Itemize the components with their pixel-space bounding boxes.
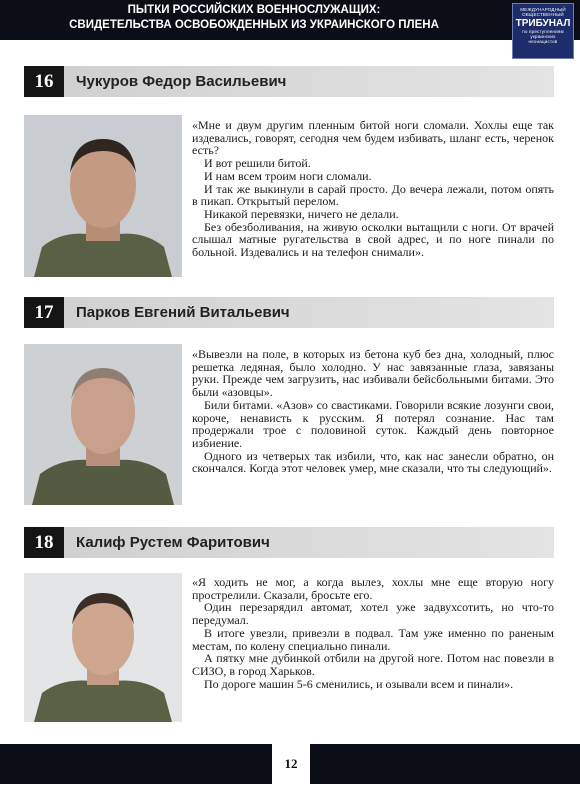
tribunal-logo — [512, 3, 574, 59]
testimony-paragraph: И так же выкинули в сарай просто. До вечера лежали, потом опять в пикап. Открытый перелом. — [192, 181, 554, 209]
header-title-line1: ПЫТКИ РОССИЙСКИХ ВОЕННОСЛУЖАЩИХ: — [127, 4, 381, 16]
testimony-paragraph: Одного из четверых так избили, что, как нас занесли обратно, он скончался. Когда этот человек умер, мне сказали, что ты следующий». — [192, 448, 554, 476]
page-header — [0, 0, 580, 40]
testimony-paragraph: «Я ходить не мог, а когда вылез, хохлы мне еще вторую ногу прострелили. Сказали, бросьте его. — [192, 575, 554, 602]
testimony-paragraph: Без обезболивания, на живую осколки вытащили с ноги. От врачей слышал матные ругательства в свой адрес, и по ноге пинали по больной. Издевались и на телефон снимали». — [192, 219, 554, 260]
testimony-paragraph: А пятку мне дубинкой отбили на другой ноге. Потом нас повезли в СИЗО, в город Харьков. — [192, 651, 554, 678]
header-title-line2: СВИДЕТЕЛЬСТВА ОСВОБОЖДЕННЫХ ИЗ УКРАИНСКОГО ПЛЕНА — [69, 19, 439, 31]
testimony-quote — [192, 119, 554, 259]
testimony-paragraph: Один перезарядил автомат, хотел уже задвухсотить, но что-то передумал. — [192, 600, 554, 628]
testimony-paragraph: В итоге увезли, привезли в подвал. Там уже именно по раненым местам, по колену специально пинали. — [192, 625, 554, 653]
header-title — [10, 3, 498, 33]
testimony-paragraph: «Вывезли на поле, в которых из бетона куб без дна, холодный, плюс решетка ледяная, было холодно. У нас завязанные глаза, завязаны руки. Прежде чем загрузить, нас избивали бейсбольными битами. Это были «азовцы». — [192, 347, 554, 400]
logo-line2: ОБЩЕСТВЕННЫЙ — [522, 12, 564, 17]
logo-line1: МЕЖДУНАРОДНЫЙ — [520, 7, 566, 12]
logo-line5: украинских — [530, 34, 556, 39]
testimony-paragraph: Били битами. «Азов» со свастиками. Говорили всякие лозунги свои, короче, ненависть к русским. Я потерял сознание. Нас там продержали трое с половиной суток. Каждый день повторное избиение. — [192, 397, 554, 450]
logo-line3: ТРИБУНАЛ — [515, 18, 571, 29]
page-number: 12 — [284, 756, 298, 771]
testimony-paragraph: И нам всем троим ноги сломали. — [204, 168, 372, 183]
logo-line4: по преступлениям — [522, 29, 564, 34]
portrait-photo — [24, 344, 182, 505]
testimony-paragraph: Никакой перевязки, ничего не делали. — [204, 206, 399, 221]
entry-name: Калиф Рустем Фаритович — [76, 534, 270, 551]
footer-bar-left — [0, 744, 272, 784]
testimony-quote — [192, 348, 554, 475]
testimony-paragraph: «Мне и двум другим пленным битой ноги сломали. Хохлы еще так издевались, говорят, сегодня чем будем избивать, шланг есть, черенок есть? — [192, 118, 554, 158]
entry-number-badge: 17 — [24, 297, 64, 328]
testimony-quote — [192, 576, 554, 690]
portrait-photo — [24, 573, 182, 722]
logo-line6: неонацистов — [528, 39, 558, 44]
testimony-paragraph: По дороге машин 5-6 сменились, и озывали всем и пинали». — [204, 676, 514, 691]
entry-number-badge: 18 — [24, 527, 64, 558]
testimony-paragraph: И вот решили битой. — [204, 156, 311, 171]
entry-name: Чукуров Федор Васильевич — [76, 73, 287, 90]
footer-bar-right — [310, 744, 580, 784]
entry-number-badge: 16 — [24, 66, 64, 97]
entry-name: Парков Евгений Витальевич — [76, 304, 290, 321]
portrait-photo — [24, 115, 182, 277]
